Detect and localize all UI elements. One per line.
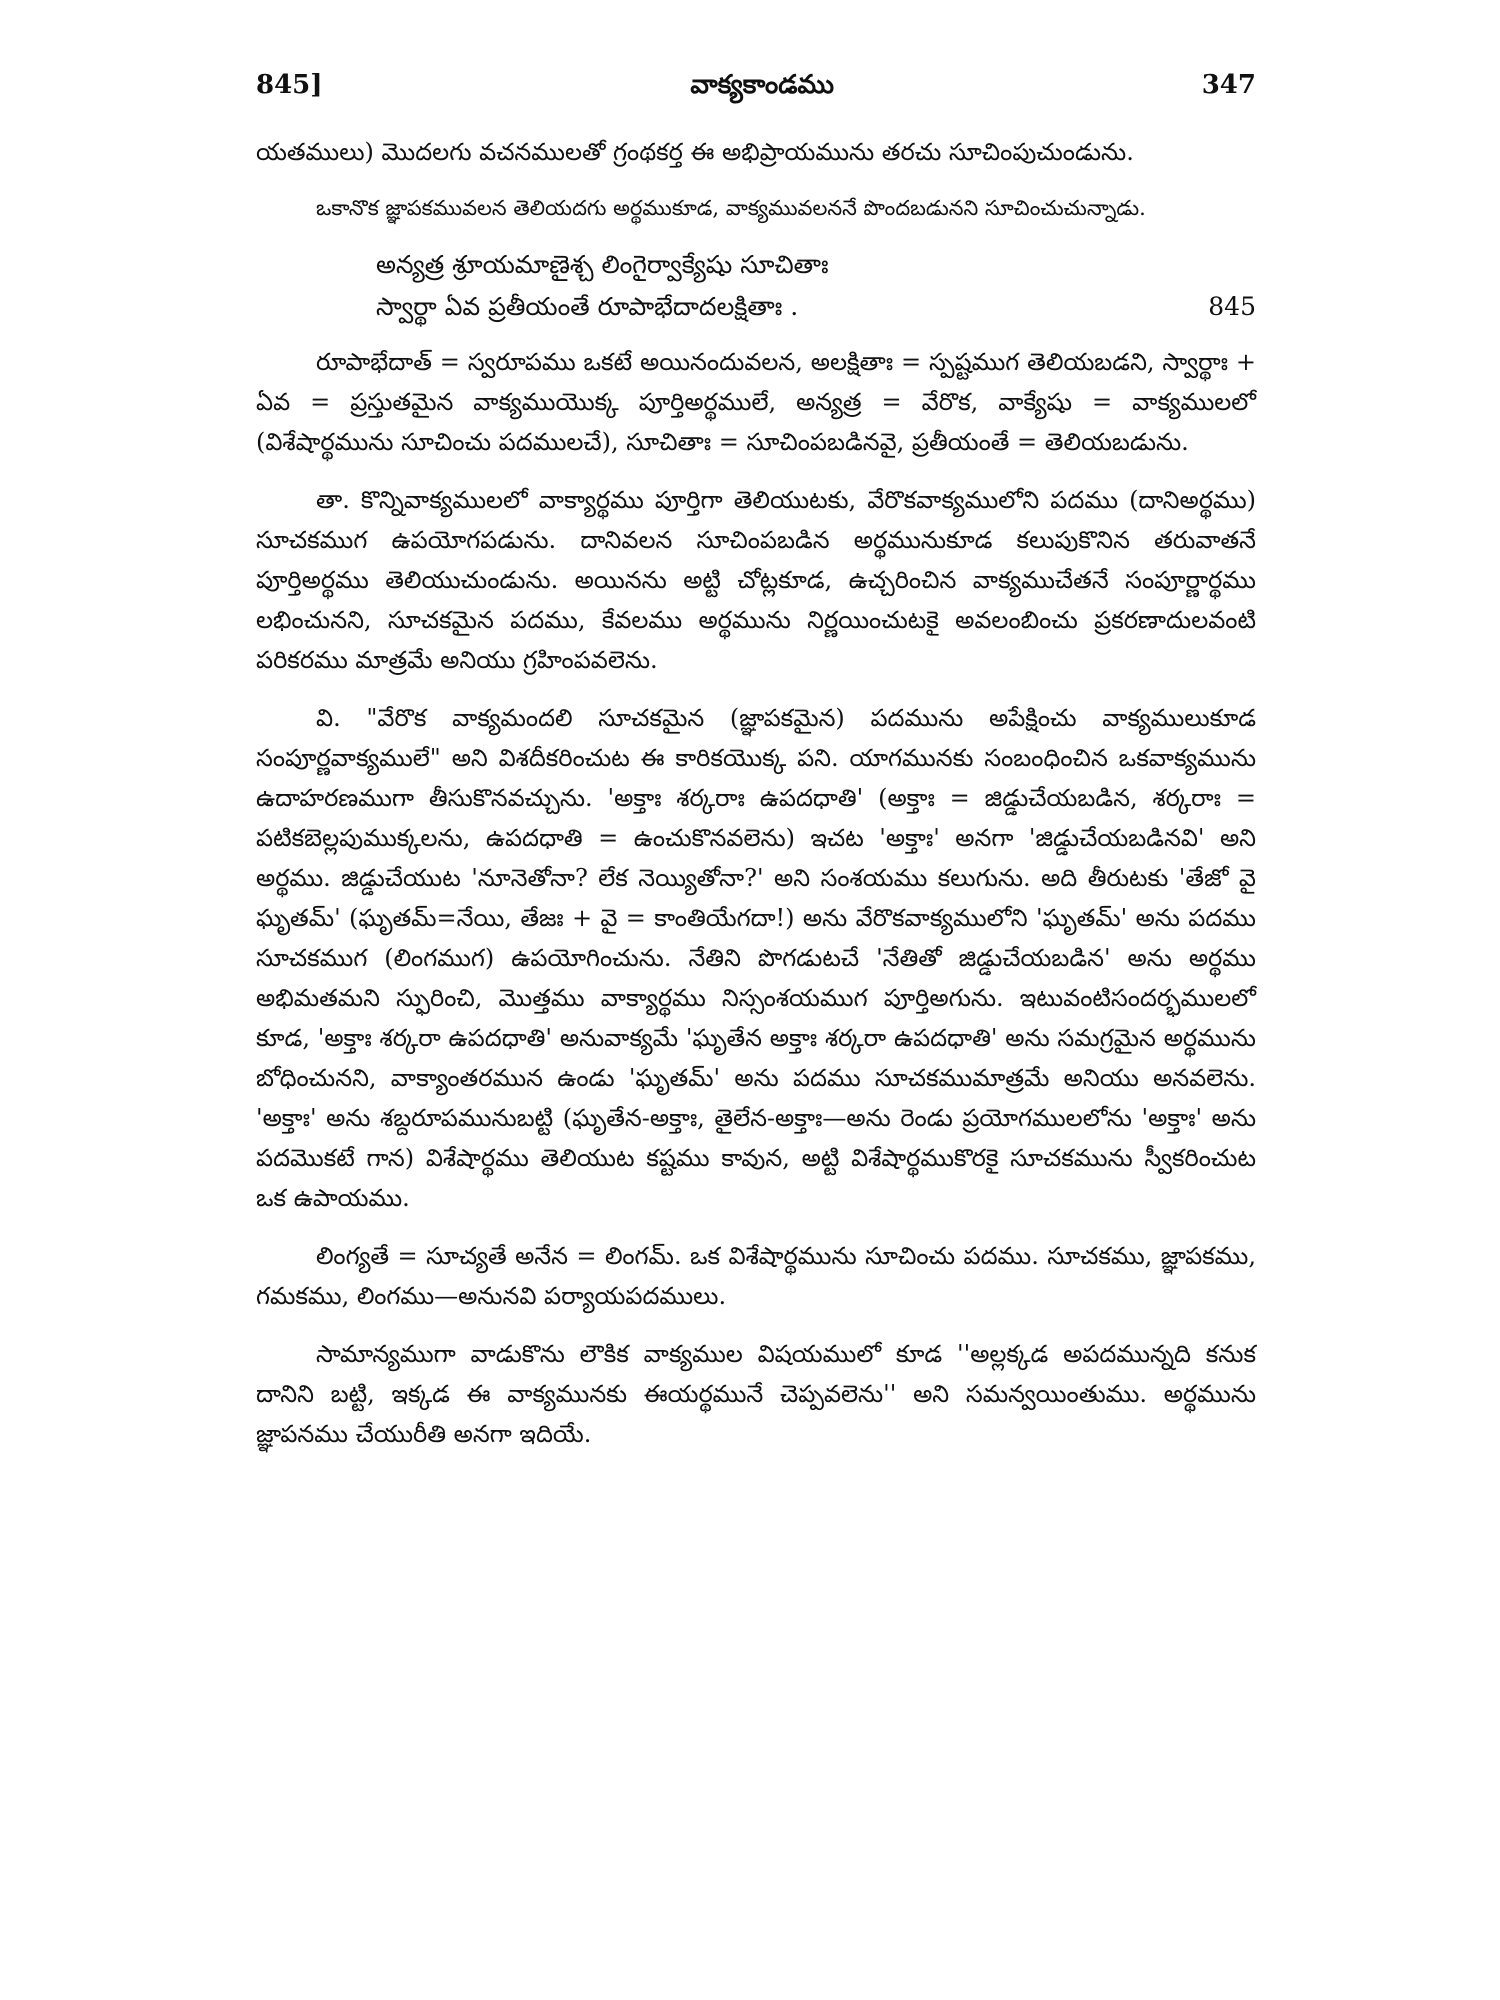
verse-number: 845 [1208,292,1256,321]
paragraph-continuation: యతములు) మొదలగు వచనములతో గ్రంథకర్త ఈ అభిప్రాయమును తరచు సూచింపుచుండును. [256,138,1134,166]
verse-block [376,244,1256,328]
definition-paragraph: లింగ్యతే = సూచ్యతే అనేన = లింగమ్. ఒక విశేషార్థమును సూచించు పదము. సూచకము, జ్ఞాపకము, గమకము, లింగము—అనునవి పర్యాయపదములు. [256,1242,1256,1310]
verse-line-1: అన్యత్ర శ్రూయమాణైశ్చ లింగైర్వాక్యేషు సూచితాః [376,250,829,279]
section-number: 845] [256,70,323,100]
section-intro: ఒకానొక జ్ఞాపకమువలన తెలియదగు అర్థముకూడ, వాక్యమువలననే పొందబడునని సూచించుచున్నాడు. [316,196,1146,220]
word-meaning-paragraph: రూపాభేదాత్ = స్వరూపము ఒకటే అయినందువలన, అలక్షితాః = స్పష్టముగ తెలియబడని, స్వార్థాః + ఏవ = ప్రస్తుతమైన వాక్యముయొక్క పూర్తిఅర్థములే, అన్యత్ర = వేరొక, వాక్యేషు = వాక్యములలో (విశేషార్థమును సూచించు పదములచే), సూచితాః = సూచింపబడినవై, ప్రతీయంతే = తెలియబడును. [256,348,1256,456]
explanation-paragraph: వి. "వేరొక వాక్యమందలి సూచకమైన (జ్ఞాపకమైన) పదమును అపేక్షించు వాక్యములుకూడ సంపూర్ణవాక్యములే" అని విశదీకరించుట ఈ కారికయొక్క పని. యాగమునకు సంబంధించిన ఒకవాక్యమును ఉదాహరణముగా తీసుకొనవచ్చును. 'అక్తాః శర్కరాః ఉపదధాతి' (అక్తాః = జిడ్డుచేయబడిన, శర్కరాః = పటికబెల్లపుముక్కలను, ఉపదధాతి = ఉంచుకొనవలెను) ఇచట 'అక్తాః' అనగా 'జిడ్డుచేయబడినవి' అని అర్థము. జిడ్డుచేయుట 'నూనెతోనా? లేక నెయ్యితోనా?' అని సంశయము కలుగును. అది తీరుటకు 'తేజో వై ఘృతమ్' (ఘృతమ్=నేయి, తేజః + వై = కాంతియేగదా!) అను వేరొకవాక్యములోని 'ఘృతమ్' అను పదము సూచకముగ (లింగముగ) ఉపయోగించును. నేతిని పొగడుటచే 'నేతితో జిడ్డుచేయబడిన' అను అర్థము అభిమతమని స్ఫురించి, మొత్తము వాక్యార్థము నిస్సంశయముగ పూర్తిఅగును. ఇటువంటిసందర్భములలో కూడ, 'అక్తాః శర్కరా ఉపదధాతి' అనువాక్యమే 'ఘృతేన అక్తాః శర్కరా ఉపదధాతి' అను సమగ్రమైన అర్థమును బోధించునని, వాక్యాంతరమున ఉండు 'ఘృతమ్' అను పదము సూచకముమాత్రమే అనియు అనవలెను. 'అక్తాః' అను శబ్దరూపమునుబట్టి (ఘృతేన-అక్తాః, తైలేన-అక్తాః—అను రెండు ప్రయోగములలోను 'అక్తాః' అను పదమొకటే గాన) విశేషార్థము తెలియుట కష్టము కావున, అట్టి విశేషార్థముకొరకై సూచకమును స్వీకరించుట ఒక ఉపాయము. [256,704,1256,1212]
verse-line-2: స్వార్థా ఏవ ప్రతీయంతే రూపాభేదాదలక్షితాః . [376,292,799,321]
page [256,70,1256,1472]
summary-paragraph: తా. కొన్నివాక్యములలో వాక్యార్థము పూర్తిగా తెలియుటకు, వేరొకవాక్యములోని పదము (దానిఅర్థము) సూచకముగ ఉపయోగపడును. దానివలన సూచింపబడిన అర్థమునుకూడ కలుపుకొనిన తరువాతనే పూర్తిఅర్థము తెలియుచుండును. అయినను అట్టి చోట్లకూడ, ఉచ్చరించిన వాక్యముచేతనే సంపూర్ణార్థము లభించునని, సూచకమైన పదము, కేవలము అర్థమును నిర్ణయించుటకై అవలంబించు ప్రకరణాదులవంటి పరికరము మాత్రమే అనియు గ్రహింపవలెను. [256,486,1256,674]
page-number: 347 [1201,70,1256,100]
running-title: వాక్యకాండము [690,70,834,100]
page-header [256,70,1256,106]
closing-paragraph: సామాన్యముగా వాడుకొను లౌకిక వాక్యముల విషయములో కూడ ''అల్లక్కడ అపదమున్నది కనుక దానిని బట్టి, ఇక్కడ ఈ వాక్యమునకు ఈయర్థమునే చెప్పవలెను'' అని సమన్వయింతుము. అర్థమును జ్ఞాపనము చేయురీతి అనగా ఇదియే. [256,1340,1256,1448]
